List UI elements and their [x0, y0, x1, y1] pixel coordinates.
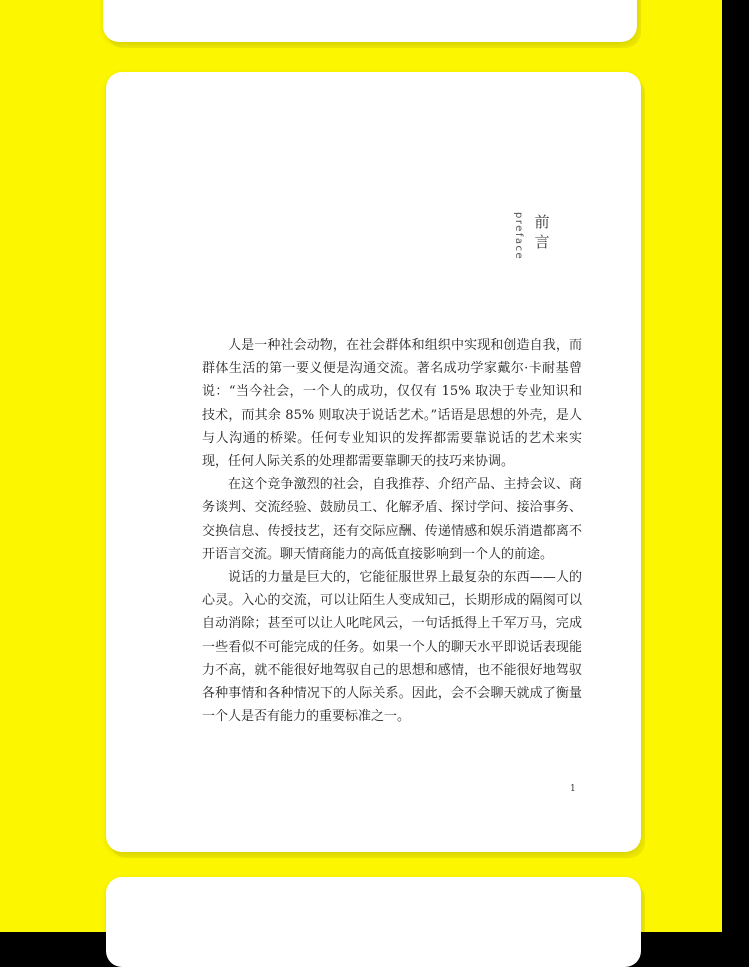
- paragraph-1: 人是一种社会动物，在社会群体和组织中实现和创造自我，而群体生活的第一要义便是沟通交流。著名成功学家戴尔·卡耐基曾说：“当今社会，一个人的成功，仅仅有 15% 取决于专业知识和技术，而其余 85% 则取决于说话艺术。”话语是思想的外壳，是人与人沟通的桥梁。任何专业知识的发挥都需要靠说话的艺术来实现，任何人际关系的处理都需要靠聊天的技巧来协调。: [202, 338, 582, 470]
- preface-title: 前 言: [534, 213, 550, 251]
- paragraph-3: 说话的力量是巨大的，它能征服世界上最复杂的东西——人的心灵。入心的交流，可以让陌生人变成知己，长期形成的隔阂可以自动消除；甚至可以让人叱咤风云，一句话抵得上千军万马，完成一些看似不可能完成的任务。如果一个人的聊天水平即说话表现能力不高，就不能很好地驾驭自己的思想和感情，也不能很好地驾驭各种事情和各种情况下的人际关系。因此，会不会聊天就成了衡量一个人是否有能力的重要标准之一。: [202, 570, 582, 725]
- preface-page-card: [106, 72, 641, 852]
- preface-subtitle: preface: [513, 212, 524, 261]
- next-page-card: [106, 877, 641, 967]
- preface-body: [202, 334, 582, 728]
- page-number: 1: [570, 784, 576, 794]
- previous-page-card: [103, 0, 637, 42]
- paragraph-2: 在这个竞争激烈的社会，自我推荐、介绍产品、主持会议、商务谈判、交流经验、鼓励员工、化解矛盾、探讨学问、接洽事务、交换信息、传授技艺，还有交际应酬、传递情感和娱乐消遣都离不开语言交流。聊天情商能力的高低直接影响到一个人的前途。: [202, 477, 582, 562]
